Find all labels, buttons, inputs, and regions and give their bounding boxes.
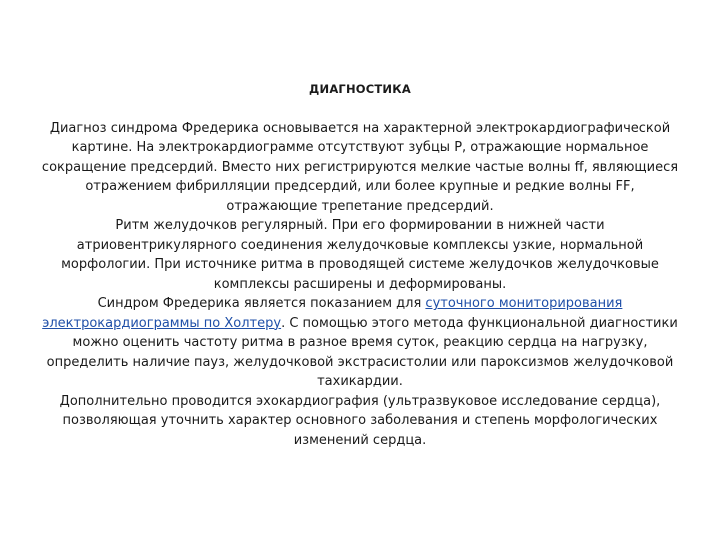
paragraph-diagnosis: Диагноз синдрома Фредерика основывается на характерной электрокардиографической картине. На электрокардиограмме отсутствуют зубцы P, отражающие нормальное сокращение предсердий. Вместо них регистрируются мелкие частые волны ff, являющиеся отражением фибрилляции предсердий, или более крупные и редкие волны FF, отражающие трепетание предсердий.: [41, 120, 679, 214]
slide-content: [40, 80, 680, 450]
holter-text-after: . С помощью этого метода функциональной диагностики можно оценить частоту ритма в разное время суток, реакцию сердца на нагрузку, определить наличие пауз, желудочковой экстрасистолии или пароксизмов желудочковой тахикардии.: [46, 315, 678, 389]
paragraph-holter-indication: [40, 294, 680, 392]
holter-monitoring-link[interactable]: суточного мониторирования электрокардиограммы по Холтеру: [42, 296, 623, 331]
holter-text-before: Синдром Фредерика является показанием для: [97, 296, 426, 311]
paragraph-ventricular-rhythm: Ритм желудочков регулярный. При его формировании в нижней части атриовентрикулярного соединения желудочковые комплексы узкие, нормальной морфологии. При источнике ритма в проводящей системе желудочков желудочковые комплексы расширены и деформированы.: [61, 218, 659, 292]
section-heading: ДИАГНОСТИКА: [309, 82, 411, 96]
paragraph-echocardiography: Дополнительно проводится эхокардиография (ультразвуковое исследование сердца), позволяющая уточнить характер основного заболевания и степень морфологических изменений сердца.: [59, 393, 661, 448]
